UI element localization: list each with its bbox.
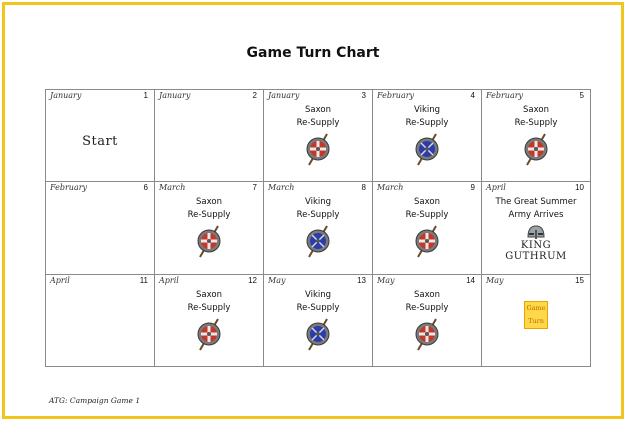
king-guthrum-marker <box>482 224 590 262</box>
start-label: Start <box>82 134 118 149</box>
month-label: January <box>159 91 191 100</box>
turn-cell-7 <box>155 182 264 274</box>
event-text <box>264 289 372 315</box>
month-label: February <box>50 183 88 193</box>
month-label: February <box>486 91 524 100</box>
event-action: Re-Supply <box>187 302 231 313</box>
turn-number: 5 <box>579 91 584 100</box>
footer-caption: ATG: Campaign Game 1 <box>49 396 141 405</box>
event-text <box>373 104 481 130</box>
turn-cell-12 <box>155 275 264 367</box>
viking-shield-icon <box>304 224 332 258</box>
turn-cell-15 <box>482 275 591 367</box>
event-action: Re-Supply <box>296 118 340 128</box>
turn-number: 14 <box>466 275 475 285</box>
turn-cell-10 <box>482 182 591 274</box>
event-faction: Viking <box>304 289 332 300</box>
month-label: March <box>268 183 295 193</box>
turn-number: 11 <box>139 275 148 285</box>
month-label: May <box>377 275 395 285</box>
event-text <box>264 196 372 222</box>
page-title: Game Turn Chart <box>246 45 380 61</box>
turn-number: 12 <box>248 275 257 285</box>
turn-cell-4 <box>373 90 482 182</box>
event-action: Re-Supply <box>405 302 449 313</box>
turn-number: 13 <box>357 275 366 285</box>
month-label: January <box>50 91 82 100</box>
event-faction: Saxon <box>196 197 222 208</box>
game-turn-marker[interactable] <box>524 301 548 329</box>
turn-number: 2 <box>252 91 257 100</box>
month-label: March <box>159 183 186 193</box>
viking-shield-icon <box>413 132 441 166</box>
event-text <box>264 104 372 130</box>
turn-number: 7 <box>252 183 257 193</box>
saxon-shield-icon <box>413 224 441 258</box>
event-action: Re-Supply <box>405 118 449 128</box>
turn-number: 9 <box>470 183 475 193</box>
event-text <box>482 104 590 130</box>
saxon-shield-icon <box>413 317 441 351</box>
month-label: April <box>50 275 70 285</box>
month-label: January <box>268 91 300 100</box>
king-name-line-1: KING <box>520 240 552 252</box>
month-label: February <box>377 91 415 100</box>
event-action: Re-Supply <box>187 210 231 221</box>
turn-number: 4 <box>470 91 475 100</box>
month-label: April <box>159 275 179 285</box>
event-faction: Saxon <box>523 105 549 115</box>
saxon-shield-icon <box>304 132 332 166</box>
event-action: Re-Supply <box>405 210 449 221</box>
turn-cell-14 <box>373 275 482 367</box>
event-action: Re-Supply <box>296 210 340 221</box>
event-text <box>155 196 263 222</box>
turn-number: 8 <box>361 183 366 193</box>
month-label: April <box>486 183 506 193</box>
event-faction: Viking <box>304 197 332 208</box>
page-frame <box>2 2 624 419</box>
event-faction: Saxon <box>196 289 222 300</box>
turn-cell-1 <box>46 90 155 182</box>
viking-shield-icon <box>304 317 332 351</box>
event-faction: Saxon <box>414 289 440 300</box>
turn-cell-6 <box>46 182 155 274</box>
turn-cell-3 <box>264 90 373 182</box>
game-turn-marker-line-2: Turn <box>528 316 544 325</box>
event-line-1: The Great Summer <box>495 197 577 208</box>
event-text <box>482 196 590 222</box>
turn-number: 10 <box>575 183 584 193</box>
turn-cell-5 <box>482 90 591 182</box>
event-faction: Saxon <box>414 197 440 208</box>
saxon-shield-icon <box>195 317 223 351</box>
event-text <box>373 289 481 315</box>
event-text <box>373 196 481 222</box>
turn-cell-11 <box>46 275 155 367</box>
event-faction: Saxon <box>305 105 331 115</box>
turn-number: 3 <box>361 91 366 100</box>
event-faction: Viking <box>413 105 441 115</box>
event-line-2: Army Arrives <box>508 210 564 221</box>
turn-cell-8 <box>264 182 373 274</box>
turn-cell-2 <box>155 90 264 182</box>
turn-number: 15 <box>575 275 584 285</box>
event-text <box>155 289 263 315</box>
turn-chart-grid <box>45 89 591 367</box>
game-turn-marker-line-1: Game <box>526 303 546 312</box>
saxon-shield-icon <box>195 224 223 258</box>
event-action: Re-Supply <box>514 118 558 128</box>
saxon-shield-icon <box>522 132 550 166</box>
king-name-line-2: GUTHRUM <box>505 251 567 263</box>
turn-cell-9 <box>373 182 482 274</box>
turn-cell-13 <box>264 275 373 367</box>
turn-number: 6 <box>143 183 148 193</box>
turn-number: 1 <box>143 91 148 100</box>
month-label: May <box>486 275 504 285</box>
month-label: March <box>377 183 404 193</box>
helmet-icon <box>526 224 546 240</box>
event-action: Re-Supply <box>296 302 340 313</box>
month-label: May <box>268 275 286 285</box>
